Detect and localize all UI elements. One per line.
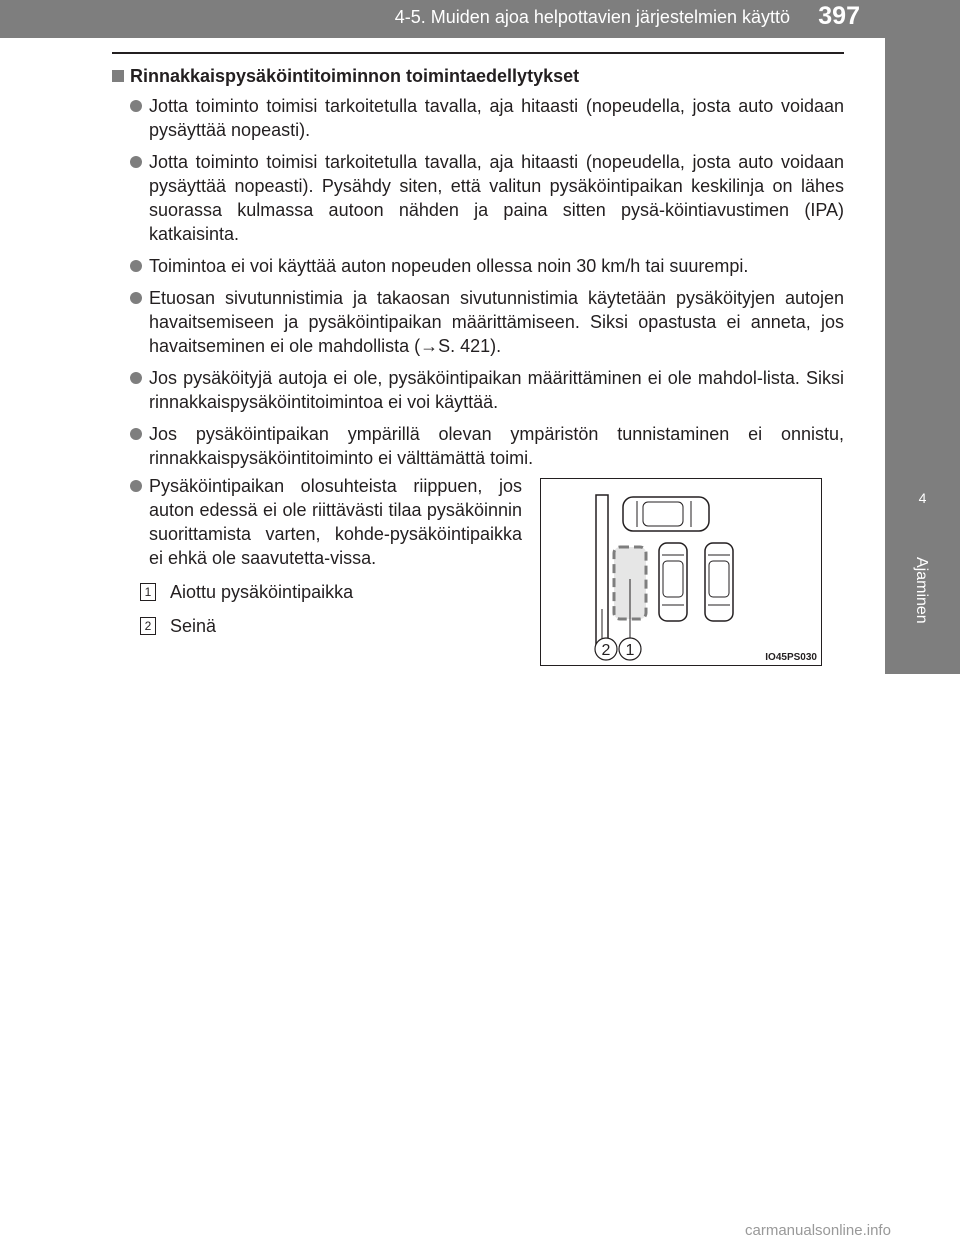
- list-item-text: Jos pysäköityjä autoja ei ole, pysäköintipaikan määrittäminen ei ole mahdol-lista. Siksi rinnakkaispysäköintitoimintoa ei voi käyttää.: [149, 368, 844, 412]
- legend-item: [112, 614, 522, 638]
- list-item-text: Jotta toiminto toimisi tarkoitetulla tavalla, aja hitaasti (nopeudella, josta auto voidaan pysäyttää nopeasti).: [149, 96, 844, 140]
- bullet-dot-icon: [130, 480, 142, 492]
- list-item-text: Jotta toiminto toimisi tarkoitetulla tavalla, aja hitaasti (nopeudella, josta auto voidaan pysäyttää nopeasti). Pysähdy siten, että valitun pysäköintipaikan keskilinja on lähes suorassa kulmassa autoon nähden ja paina sitten pysä-köintiavustimen (IPA) katkaisinta.: [149, 152, 844, 244]
- section-heading: [112, 64, 844, 88]
- legend-number: 1: [140, 583, 156, 601]
- car-parked-right: [705, 543, 733, 621]
- car-top: [623, 497, 709, 531]
- callout-number-1: 1: [625, 642, 635, 659]
- legend-label: Seinä: [170, 616, 217, 636]
- list-item: [112, 422, 844, 470]
- section-heading-text: Rinnakkaispysäköintitoiminnon toimintaedellytykset: [130, 66, 580, 86]
- side-strip: [885, 0, 960, 462]
- list-item-text: Jos pysäköintipaikan ympärillä olevan ympäristön tunnistaminen ei onnistu, rinnakkaispysäköintitoiminto ei välttämättä toimi.: [149, 424, 844, 468]
- parking-illustration: [541, 479, 821, 665]
- main-content: [112, 64, 844, 478]
- square-bullet-icon: [112, 70, 124, 82]
- legend-label: Aiottu pysäköintipaikka: [170, 582, 354, 602]
- legend-item: [112, 580, 522, 604]
- bullet-dot-icon: [130, 100, 142, 112]
- list-item: [112, 366, 844, 414]
- header-divider: [112, 52, 844, 54]
- list-item: [112, 150, 844, 246]
- page-header: [0, 0, 960, 38]
- bullet-dot-icon: [130, 428, 142, 440]
- section-title: 4-5. Muiden ajoa helpottavien järjestelmien käyttö: [394, 7, 790, 27]
- figure-code: IO45PS030: [765, 652, 817, 663]
- car-parked-left: [659, 543, 687, 621]
- bullet-dot-icon: [130, 292, 142, 304]
- watermark: carmanualsonline.info: [745, 1222, 891, 1239]
- list-item-text: Etuosan sivutunnistimia ja takaosan sivutunnistimia käytetään pysäköityjen autojen havaitsemiseen ja pysäköintipaikan määrittämiseen. Siksi opastusta ei anneta, jos havaitseminen ei ole mahdollista (→S. 421).: [149, 288, 844, 356]
- figure-text-block: [112, 474, 522, 638]
- chapter-number: 4: [918, 490, 927, 506]
- list-item: [112, 254, 844, 278]
- chapter-title: Ajaminen: [913, 557, 930, 624]
- bullet-dot-icon: [130, 156, 142, 168]
- list-item: [112, 286, 844, 358]
- legend-number: 2: [140, 617, 156, 635]
- callout-number-2: 2: [601, 642, 611, 659]
- list-item-text: Pysäköintipaikan olosuhteista riippuen, jos auton edessä ei ole riittävästi tilaa pysäköinnin suorittamista varten, kohde-pysäköintipaikka ei ehkä ole saavutetta-vissa.: [149, 476, 522, 568]
- list-item: [112, 94, 844, 142]
- chapter-tab: [885, 462, 960, 674]
- bullet-dot-icon: [130, 372, 142, 384]
- parking-figure: [540, 478, 822, 666]
- page-number: 397: [818, 2, 860, 30]
- list-item-text: Toimintoa ei voi käyttää auton nopeuden ollessa noin 30 km/h tai suurempi.: [149, 256, 749, 276]
- list-item: [112, 474, 522, 570]
- bullet-dot-icon: [130, 260, 142, 272]
